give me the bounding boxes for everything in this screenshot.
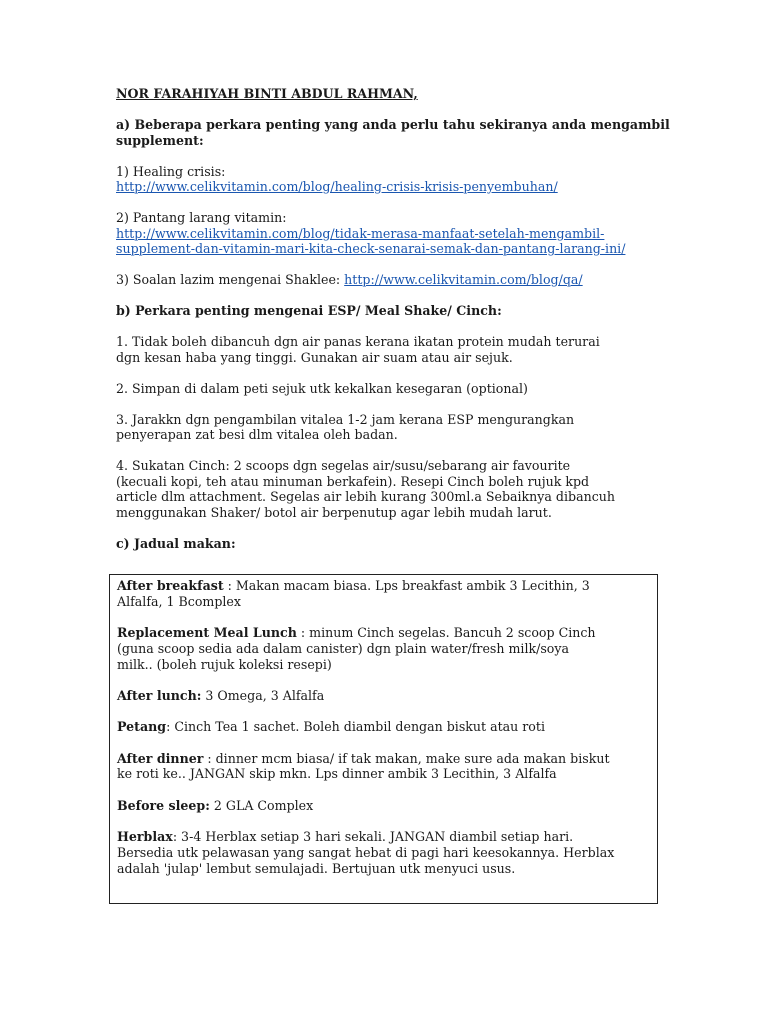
pantang-larang-link[interactable]: http://www.celikvitamin.com/blog/tidak-merasa-manfaat-setelah-mengambil- supplement-dan-vitamin-mari-kita-check-senarai-semak-dan-pantang-larang-ini/ (116, 225, 626, 256)
document-body (116, 86, 676, 551)
esp-point-2: 2. Simpan di dalam peti sejuk utk kekalkan kesegaran (optional) (116, 380, 528, 396)
item-pantang-larang: 2) Pantang larang vitamin: http://www.celikvitamin.com/blog/tidak-merasa-manfaat-setelah-mengambil- supplement-dan-vitamin-mari-kita-check-senarai-semak-dan-pantang-larang-ini/ (116, 210, 626, 256)
schedule-after-breakfast: After breakfast : Makan macam biasa. Lps breakfast ambik 3 Lecithin, 3 Alfalfa, 1 Bcomplex (117, 578, 590, 609)
section-b-heading: b) Perkara penting mengenai ESP/ Meal Shake/ Cinch: (116, 303, 502, 318)
esp-point-3: 3. Jarakkn dgn pengambilan vitalea 1-2 jam kerana ESP mengurangkan penyerapan zat besi dlm vitalea oleh badan. (116, 411, 575, 442)
item-healing-crisis: 1) Healing crisis: http://www.celikvitamin.com/blog/healing-crisis-krisis-penyembuhan/ (116, 163, 558, 194)
healing-crisis-link[interactable]: http://www.celikvitamin.com/blog/healing-crisis-krisis-penyembuhan/ (116, 179, 558, 194)
section-a-heading: a) Beberapa perkara penting yang anda perlu tahu sekiranya anda mengambil supplement: (116, 117, 670, 148)
schedule-petang: Petang: Cinch Tea 1 sachet. Boleh diambil dengan biskut atau roti (117, 719, 545, 735)
soalan-lazim-link[interactable]: http://www.celikvitamin.com/blog/qa/ (344, 272, 583, 287)
document-title: NOR FARAHIYAH BINTI ABDUL RAHMAN, (116, 86, 418, 101)
schedule-after-lunch: After lunch: 3 Omega, 3 Alfalfa (117, 687, 325, 703)
item-soalan-lazim: 3) Soalan lazim mengenai Shaklee: http://www.celikvitamin.com/blog/qa/ (116, 272, 583, 287)
section-c-heading: c) Jadual makan: (116, 535, 236, 551)
schedule-herblax: Herblax: 3-4 Herblax setiap 3 hari sekali. JANGAN diambil setiap hari. Bersedia utk pelawasan yang sangat hebat di pagi hari keesokannya. Herblax adalah 'julap' lembut semulajadi. Bertujuan utk menyuci usus. (117, 828, 615, 876)
esp-point-1: 1. Tidak boleh dibancuh dgn air panas kerana ikatan protein mudah terurai dgn kesan haba yang tinggi. Gunakan air suam atau air sejuk. (116, 334, 600, 365)
schedule-after-dinner: After dinner : dinner mcm biasa/ if tak makan, make sure ada makan biskut ke roti ke.. JANGAN skip mkn. Lps dinner ambik 3 Lecithin, 3 Alfalfa (117, 750, 610, 782)
esp-point-4: 4. Sukatan Cinch: 2 scoops dgn segelas air/susu/sebarang air favourite (kecuali kopi, teh atau minuman berkafein). Resepi Cinch boleh rujuk kpd article dlm attachment. Segelas air lebih kurang 300ml.a Sebaiknya dibancuh menggunakan Shaker/ botol air berpenutup agar lebih mudah larut. (116, 458, 615, 520)
meal-schedule-box (109, 574, 658, 904)
schedule-before-sleep: Before sleep: 2 GLA Complex (117, 797, 314, 813)
schedule-replacement-lunch: Replacement Meal Lunch : minum Cinch segelas. Bancuh 2 scoop Cinch (guna scoop sedia ada dalam canister) dgn plain water/fresh milk/soya milk.. (boleh rujuk koleksi resepi) (117, 625, 596, 672)
